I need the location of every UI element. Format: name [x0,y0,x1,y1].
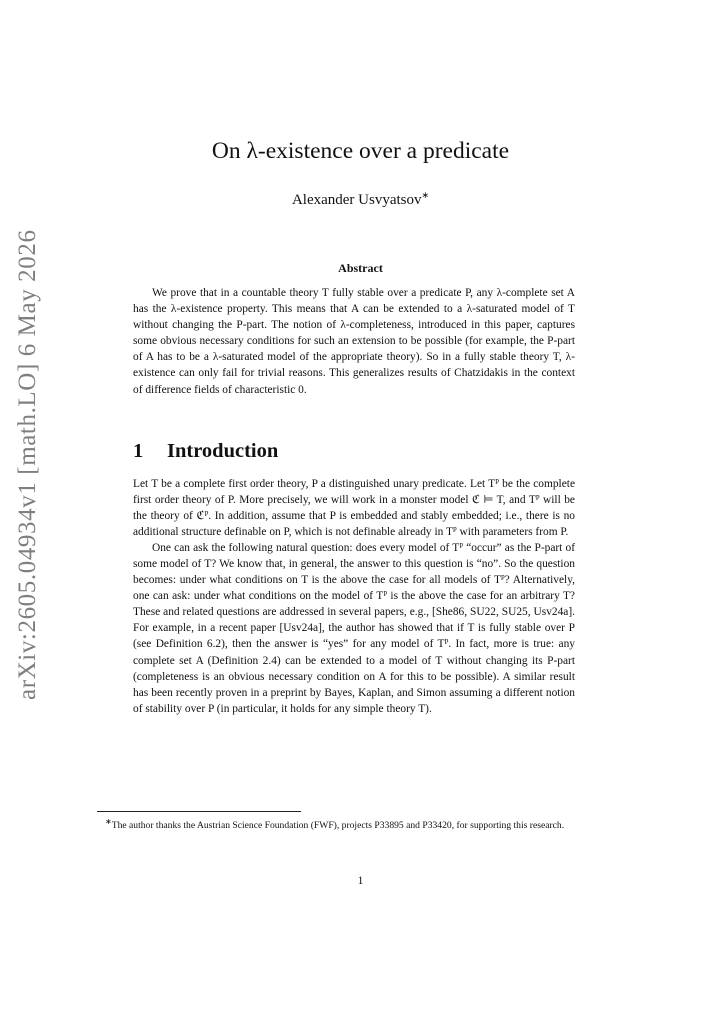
paragraph-2: One can ask the following natural question: does every model of Tᴾ “occur” as the P-part of some model of T? We know that, in general, the answer to this question is “no”. So the question becomes: under what conditions on T is the above the case for all models of Tᴾ? Alternatively, one can ask: under what conditions on the model of Tᴾ is the above the case for an arbitrary T? These and related questions are addressed in several papers, e.g., [She86, SU22, SU25, Usv24a]. For example, in a recent paper [Usv24a], the author has showed that if T is fully stable over P (see Definition 6.2), then the answer is “yes” for any model of Tᴾ. In fact, more is true: any complete set A (Definition 2.4) can be extended to a model of T without changing its P-part (completeness is an obvious necessary condition on A for this to be possible). A similar result has been recently proven in a preprint by Bayes, Kaplan, and Simon assuming a different notion of stability over P (in particular, it holds for any simple theory T). [133,542,575,715]
paper-title: On λ-existence over a predicate [211,138,510,164]
abstract-text: We prove that in a countable theory T fully stable over a predicate P, any λ-complete set A has the λ-existence property. This means that A can be extended to a λ-saturated model of T without changing the P-part. The notion of λ-completeness, introduced in this paper, captures some obvious necessary conditions for such an extension to be possible (for example, the P-part of A has to be a λ-saturated model of the appropriate theory). So in a fully stable theory T, λ-existence can only fail for trivial reasons. This generalizes results of Chatzidakis in the context of difference fields of characteristic 0. [133,287,575,396]
abstract-body [133,285,575,398]
paragraph-1: Let T be a complete first order theory, P a distinguished unary predicate. Let Tᴾ be the complete first order theory of P. More precisely, we will work in a monster model ℭ ⊨ T, and Tᴾ will be the theory of ℭᴾ. In addition, assume that P is embedded and stably embedded; i.e., there is no additional structure definable on P, which is not definable already in Tᴾ with parameters from P. [133,478,575,539]
author-footnote-mark: ∗ [421,190,430,200]
author-line [0,190,721,209]
page-number: 1 [357,875,364,887]
footnote-line [97,815,617,832]
author-name: Alexander Usvyatsov [291,192,422,208]
section-number: 1 [133,440,144,462]
section-title: Introduction [167,440,279,462]
abstract-heading: Abstract [338,261,383,275]
section-heading [133,440,278,463]
footnote-text: The author thanks the Austrian Science Foundation (FWF), projects P33895 and P33420, for supporting this research. [111,820,565,832]
section-body [133,476,575,717]
footnote-mark: ∗ [105,817,112,826]
footnote-rule [97,811,301,812]
arxiv-identifier: arXiv:2605.04934v1 [math.LO] 6 May 2026 [14,229,41,700]
footnote [97,815,617,832]
